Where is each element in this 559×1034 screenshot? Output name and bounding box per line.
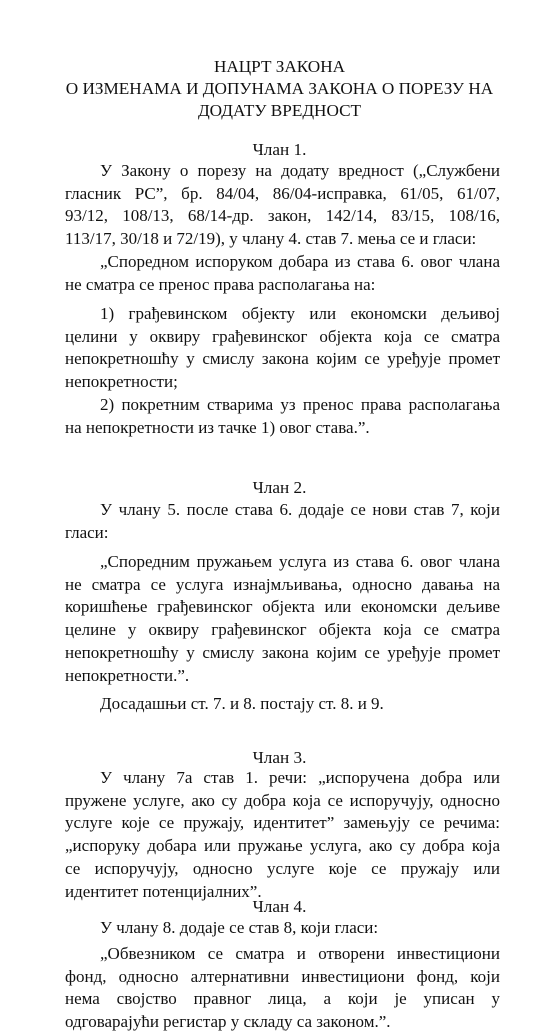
text-line: У члану 5. после става 6. додаје се нови став 7, који — [100, 500, 500, 519]
text-line: непокретности; — [65, 372, 178, 392]
article-2-heading: Члан 2. — [252, 478, 307, 497]
article-2-paragraph-3 — [65, 693, 500, 716]
text-line: У члану 8. додаје се став 8, који гласи: — [100, 918, 379, 937]
text-line: „испоруку добара или пружање услуга, ако су добра која — [65, 836, 500, 856]
text-line: фонд, односно алтернативни инвестициони фонд, који — [65, 966, 500, 986]
text-line: нема својство правног лица, а који је уписан у — [65, 989, 500, 1009]
text-line: пружене услуге, ако су добра која се испоручују, односно — [65, 790, 500, 810]
text-line: одговарајући регистар у складу са законом.”. — [65, 1012, 391, 1032]
text-line: Досадашњи ст. 7. и 8. постају ст. 8. и 9. — [100, 694, 384, 713]
text-line: У члану 7а став 1. речи: „испоручена добра или — [100, 768, 500, 787]
article-1-paragraph-1 — [65, 160, 500, 251]
text-line: идентитет потенцијалних”. — [65, 881, 262, 901]
document-title-line-3: ДОДАТУ ВРЕДНОСТ — [197, 101, 362, 120]
document-title-line-2: О ИЗМЕНАМА И ДОПУНАМА ЗАКОНА О ПОРЕЗУ НА — [65, 79, 494, 98]
document-title-line-1: НАЦРТ ЗАКОНА — [213, 57, 346, 76]
text-line: непокретношћу у смислу закона којим се уређује промет — [65, 349, 500, 369]
article-1-paragraph-2 — [65, 251, 500, 296]
text-line: „Споредном испоруком добара из става 6. овог члана — [100, 252, 500, 271]
text-line: „Споредним пружањем услуга из става 6. овог члана — [100, 552, 500, 571]
text-line: целине у оквиру грађевинског објекта која се сматра — [65, 620, 500, 640]
article-2-paragraph-2 — [65, 551, 500, 687]
text-line: непокретности.”. — [65, 665, 190, 685]
text-line: не сматра се пренос права располагања на: — [65, 274, 376, 294]
article-3-heading: Члан 3. — [252, 748, 307, 767]
text-line: У Закону о порезу на додату вредност („Службени — [100, 161, 500, 180]
text-line: 1) грађевинском објекту или економски дељивој — [100, 304, 500, 323]
text-line: услуге које се пружају, идентитет” замењују се речима: — [65, 813, 500, 833]
article-4-heading: Члан 4. — [252, 897, 307, 916]
text-line: непокретношћу у смислу закона којим се уређује промет — [65, 642, 500, 662]
article-1-paragraph-4 — [65, 394, 500, 439]
text-line: целини у оквиру грађевинског објекта која се сматра — [65, 326, 500, 346]
article-2-paragraph-1 — [65, 499, 500, 544]
text-line: гласи: — [65, 522, 109, 542]
text-line: коришћење грађевинског објекта или економски дељиве — [65, 597, 500, 617]
text-line: се испоручују, односно услуге које се пружају или — [65, 858, 500, 878]
article-1-heading: Члан 1. — [252, 140, 307, 159]
article-1-paragraph-3 — [65, 303, 500, 394]
text-line: не сматра се услуга изнајмљивања, односно давања на — [65, 574, 500, 594]
text-line: 93/12, 108/13, 68/14-др. закон, 142/14, 83/15, 108/16, — [65, 206, 500, 226]
text-line: „Обвезником се сматра и отворени инвестициони — [100, 944, 500, 963]
text-line: 113/17, 30/18 и 72/19), у члану 4. став 7. мења се и гласи: — [65, 229, 477, 249]
article-3-paragraph-1 — [65, 767, 500, 903]
article-4-paragraph-2 — [65, 943, 500, 1034]
article-4-paragraph-1 — [65, 917, 500, 940]
text-line: 2) покретним стварима уз пренос права располагања — [100, 395, 500, 414]
text-line: на непокретности из тачке 1) овог става.”. — [65, 417, 370, 437]
text-line: гласник РС”, бр. 84/04, 86/04-исправка, 61/05, 61/07, — [65, 183, 500, 203]
